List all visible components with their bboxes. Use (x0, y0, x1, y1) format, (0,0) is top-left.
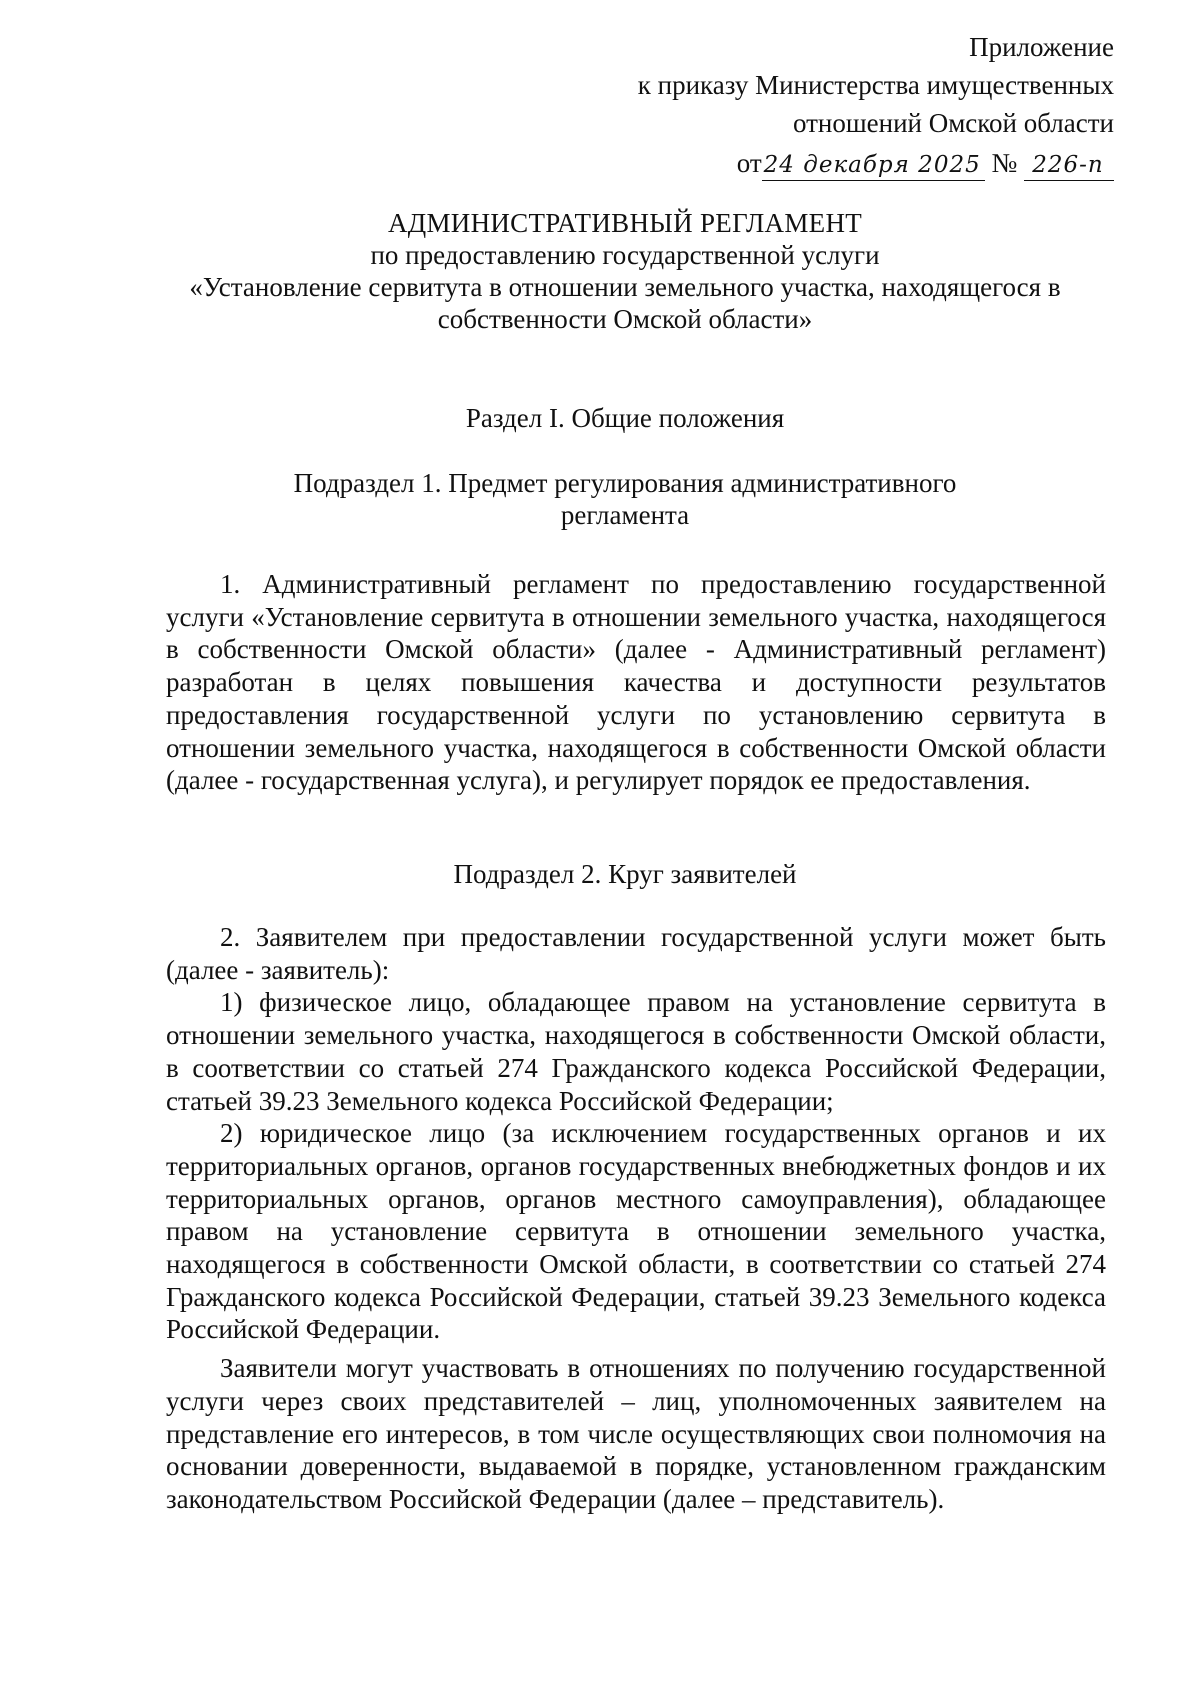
handwritten-date: 24 декабря 2025 (762, 150, 985, 181)
list-item-1: 1) физическое лицо, обладающее правом на установление сервитута в отношении земельного участка, находящегося в собственности Омской области, в соответствии со статьей 274 Гражданского кодекса Российской Федерации, статьей 39.23 Земельного кодекса Российской Федерации; (166, 987, 1106, 1116)
document-title (160, 207, 1090, 335)
title-line-3: «Установление сервитута в отношении земельного участка, находящегося в (189, 272, 1061, 302)
paragraph-1: 1. Административный регламент по предоставлению государственной услуги «Установление сервитута в отношении земельного участка, находящегося в собственности Омской области» (далее - Административный регламент) разработан в целях повышения качества и доступности результатов предоставления государственной услуги по установлению сервитута в отношении земельного участка, находящегося в собственности Омской области (далее - государственная услуга), и регулирует порядок ее предоставления. (166, 569, 1106, 796)
handwritten-number: 226-п (1024, 150, 1114, 181)
section-heading: Раздел I. Общие положения (465, 403, 785, 433)
subsection-2-body (166, 921, 1106, 1516)
ministry-name: отношений Омской области (792, 108, 1114, 138)
date-prefix: от (736, 148, 762, 178)
order-date-number (638, 144, 1114, 182)
subsection-1-body (166, 568, 1106, 797)
appendix-header (638, 28, 1114, 182)
paragraph-2: 2. Заявителем при предоставлении государственной услуги может быть (далее - заявитель): (166, 922, 1106, 985)
title-line-4: собственности Омской области» (437, 304, 813, 334)
list-item-2: 2) юридическое лицо (за исключением государственных органов и их территориальных органов, органов государственных внебюджетных фондов и их территориальных органов, органов местного самоуправления), обладающее правом на установление сервитута в отношении земельного участка, находящегося в собственности Омской области, в соответствии со статьей 274 Гражданского кодекса Российской Федерации, статьей 39.23 Земельного кодекса Российской Федерации. (166, 1118, 1106, 1345)
paragraph-representatives: Заявители могут участвовать в отношениях по получению государственной услуги через своих представителей – лиц, уполномоченных заявителем на представление его интересов, в том числе осуществляющих свои полномочия на основании доверенности, выдаваемой в порядке, установленном гражданским законодательством Российской Федерации (далее – представитель). (166, 1353, 1106, 1514)
appendix-label: Приложение (969, 32, 1114, 62)
title-line-2: по предоставлению государственной услуги (370, 240, 880, 270)
order-reference: к приказу Министерства имущественных (637, 70, 1114, 100)
subsection-1-heading-line-1: Подраздел 1. Предмет регулирования административного (293, 468, 957, 498)
subsection-1-heading (160, 467, 1090, 531)
number-sign: № (991, 148, 1018, 178)
subsection-1-heading-line-2: регламента (560, 500, 690, 530)
subsection-2-heading: Подраздел 2. Круг заявителей (453, 859, 797, 889)
title-main: АДМИНИСТРАТИВНЫЙ РЕГЛАМЕНТ (387, 208, 863, 238)
